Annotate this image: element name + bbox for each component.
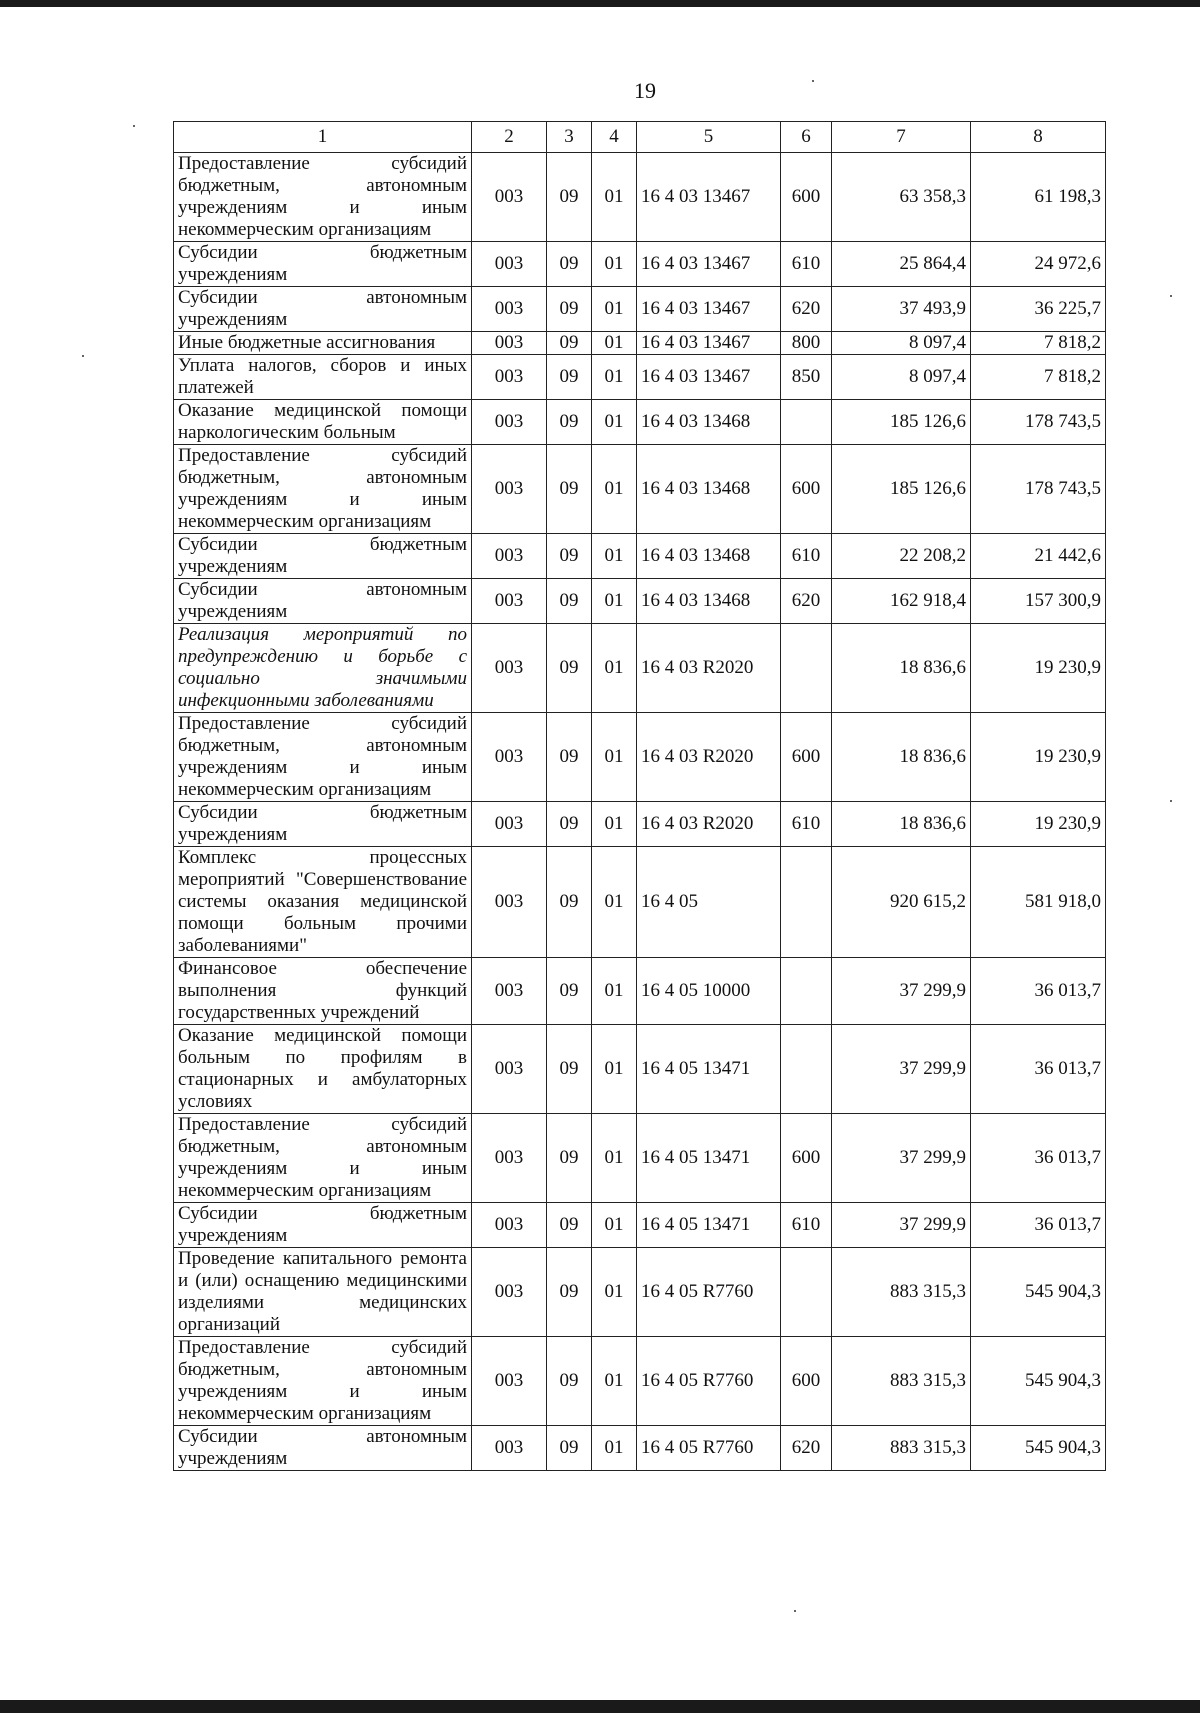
target-article-code: 16 4 03 13467 xyxy=(637,242,781,287)
amount-year-2: 7 818,2 xyxy=(971,355,1106,400)
expense-type-code xyxy=(781,1025,832,1114)
table-row xyxy=(174,1025,1106,1114)
expense-type-code: 620 xyxy=(781,579,832,624)
subsection-code-2: 01 xyxy=(592,1426,637,1471)
section-code: 003 xyxy=(472,802,547,847)
amount-year-1: 37 299,9 xyxy=(832,1025,971,1114)
amount-year-2: 21 442,6 xyxy=(971,534,1106,579)
amount-year-1: 920 615,2 xyxy=(832,847,971,958)
subsection-code-2: 01 xyxy=(592,534,637,579)
expense-item-name: Предоставление субсидий бюджетным, автономным учреждениям и иным некоммерческим организациям xyxy=(174,1337,472,1426)
amount-year-1: 8 097,4 xyxy=(832,332,971,355)
section-code: 003 xyxy=(472,445,547,534)
expense-type-code: 600 xyxy=(781,1337,832,1426)
subsection-code: 09 xyxy=(547,624,592,713)
amount-year-2: 545 904,3 xyxy=(971,1248,1106,1337)
scan-edge-bottom xyxy=(0,1700,1200,1713)
table-row xyxy=(174,1426,1106,1471)
target-article-code: 16 4 05 13471 xyxy=(637,1203,781,1248)
target-article-code: 16 4 05 R7760 xyxy=(637,1248,781,1337)
subsection-code-2: 01 xyxy=(592,1203,637,1248)
amount-year-2: 36 013,7 xyxy=(971,958,1106,1025)
scan-speck xyxy=(82,355,84,357)
expense-item-name: Уплата налогов, сборов и иных платежей xyxy=(174,355,472,400)
section-code: 003 xyxy=(472,713,547,802)
expense-type-code xyxy=(781,624,832,713)
amount-year-1: 37 299,9 xyxy=(832,1203,971,1248)
amount-year-1: 883 315,3 xyxy=(832,1337,971,1426)
expense-item-name: Субсидии бюджетным учреждениям xyxy=(174,242,472,287)
subsection-code: 09 xyxy=(547,153,592,242)
expense-type-code: 800 xyxy=(781,332,832,355)
subsection-code-2: 01 xyxy=(592,624,637,713)
column-header: 3 xyxy=(547,122,592,153)
amount-year-2: 36 013,7 xyxy=(971,1114,1106,1203)
amount-year-2: 19 230,9 xyxy=(971,802,1106,847)
column-header: 2 xyxy=(472,122,547,153)
target-article-code: 16 4 05 R7760 xyxy=(637,1426,781,1471)
subsection-code-2: 01 xyxy=(592,579,637,624)
section-code: 003 xyxy=(472,1248,547,1337)
expense-item-name: Проведение капитального ремонта и (или) оснащению медицинскими изделиями медицинских организаций xyxy=(174,1248,472,1337)
expense-type-code xyxy=(781,400,832,445)
table-row xyxy=(174,958,1106,1025)
amount-year-1: 37 299,9 xyxy=(832,1114,971,1203)
column-header: 5 xyxy=(637,122,781,153)
table-row xyxy=(174,1203,1106,1248)
table-row xyxy=(174,1114,1106,1203)
expense-item-name: Субсидии бюджетным учреждениям xyxy=(174,1203,472,1248)
section-code: 003 xyxy=(472,1025,547,1114)
amount-year-1: 37 493,9 xyxy=(832,287,971,332)
amount-year-2: 36 013,7 xyxy=(971,1025,1106,1114)
table-row xyxy=(174,802,1106,847)
column-header: 7 xyxy=(832,122,971,153)
target-article-code: 16 4 05 13471 xyxy=(637,1114,781,1203)
amount-year-2: 545 904,3 xyxy=(971,1426,1106,1471)
expense-type-code: 610 xyxy=(781,242,832,287)
section-code: 003 xyxy=(472,1426,547,1471)
section-code: 003 xyxy=(472,1114,547,1203)
column-header: 4 xyxy=(592,122,637,153)
subsection-code: 09 xyxy=(547,242,592,287)
scan-speck xyxy=(133,125,135,127)
section-code: 003 xyxy=(472,579,547,624)
section-code: 003 xyxy=(472,958,547,1025)
expense-item-name: Предоставление субсидий бюджетным, автономным учреждениям и иным некоммерческим организациям xyxy=(174,445,472,534)
subsection-code: 09 xyxy=(547,1025,592,1114)
target-article-code: 16 4 03 13467 xyxy=(637,332,781,355)
table-row xyxy=(174,332,1106,355)
subsection-code-2: 01 xyxy=(592,445,637,534)
amount-year-1: 8 097,4 xyxy=(832,355,971,400)
subsection-code-2: 01 xyxy=(592,400,637,445)
table-row xyxy=(174,713,1106,802)
subsection-code-2: 01 xyxy=(592,1114,637,1203)
subsection-code: 09 xyxy=(547,445,592,534)
target-article-code: 16 4 03 R2020 xyxy=(637,713,781,802)
expense-type-code: 600 xyxy=(781,153,832,242)
target-article-code: 16 4 03 13468 xyxy=(637,534,781,579)
scan-edge-top xyxy=(0,0,1200,7)
target-article-code: 16 4 03 13468 xyxy=(637,445,781,534)
subsection-code: 09 xyxy=(547,847,592,958)
section-code: 003 xyxy=(472,332,547,355)
subsection-code-2: 01 xyxy=(592,332,637,355)
table-row xyxy=(174,153,1106,242)
subsection-code: 09 xyxy=(547,1426,592,1471)
table-row xyxy=(174,847,1106,958)
amount-year-1: 22 208,2 xyxy=(832,534,971,579)
expense-type-code: 600 xyxy=(781,1114,832,1203)
page-number: 19 xyxy=(634,78,656,103)
expense-item-name: Субсидии автономным учреждениям xyxy=(174,579,472,624)
target-article-code: 16 4 05 10000 xyxy=(637,958,781,1025)
amount-year-2: 24 972,6 xyxy=(971,242,1106,287)
amount-year-2: 61 198,3 xyxy=(971,153,1106,242)
amount-year-2: 19 230,9 xyxy=(971,624,1106,713)
scan-speck xyxy=(1170,800,1172,802)
table-row xyxy=(174,1337,1106,1426)
expense-type-code xyxy=(781,958,832,1025)
expense-item-name: Субсидии бюджетным учреждениям xyxy=(174,534,472,579)
subsection-code-2: 01 xyxy=(592,153,637,242)
target-article-code: 16 4 03 13468 xyxy=(637,400,781,445)
table-row xyxy=(174,534,1106,579)
subsection-code: 09 xyxy=(547,579,592,624)
expense-type-code: 610 xyxy=(781,534,832,579)
column-header: 8 xyxy=(971,122,1106,153)
expense-type-code: 850 xyxy=(781,355,832,400)
amount-year-1: 18 836,6 xyxy=(832,713,971,802)
table-row xyxy=(174,242,1106,287)
amount-year-1: 18 836,6 xyxy=(832,802,971,847)
expense-item-name: Реализация мероприятий по предупреждению и борьбе с социально значимыми инфекционными заболеваниями xyxy=(174,624,472,713)
subsection-code-2: 01 xyxy=(592,802,637,847)
expense-type-code xyxy=(781,847,832,958)
target-article-code: 16 4 03 13467 xyxy=(637,287,781,332)
subsection-code-2: 01 xyxy=(592,958,637,1025)
section-code: 003 xyxy=(472,242,547,287)
subsection-code: 09 xyxy=(547,534,592,579)
expense-type-code: 620 xyxy=(781,1426,832,1471)
amount-year-2: 36 225,7 xyxy=(971,287,1106,332)
expense-item-name: Оказание медицинской помощи наркологическим больным xyxy=(174,400,472,445)
amount-year-1: 63 358,3 xyxy=(832,153,971,242)
expense-item-name: Предоставление субсидий бюджетным, автономным учреждениям и иным некоммерческим организациям xyxy=(174,713,472,802)
expense-type-code: 600 xyxy=(781,713,832,802)
amount-year-2: 178 743,5 xyxy=(971,400,1106,445)
subsection-code: 09 xyxy=(547,802,592,847)
expense-type-code: 610 xyxy=(781,1203,832,1248)
expense-type-code xyxy=(781,1248,832,1337)
expense-item-name: Предоставление субсидий бюджетным, автономным учреждениям и иным некоммерческим организациям xyxy=(174,1114,472,1203)
amount-year-2: 7 818,2 xyxy=(971,332,1106,355)
amount-year-2: 178 743,5 xyxy=(971,445,1106,534)
amount-year-2: 581 918,0 xyxy=(971,847,1106,958)
target-article-code: 16 4 03 13467 xyxy=(637,153,781,242)
section-code: 003 xyxy=(472,534,547,579)
table-row xyxy=(174,1248,1106,1337)
target-article-code: 16 4 03 R2020 xyxy=(637,802,781,847)
amount-year-2: 36 013,7 xyxy=(971,1203,1106,1248)
subsection-code: 09 xyxy=(547,287,592,332)
table-row xyxy=(174,400,1106,445)
target-article-code: 16 4 03 R2020 xyxy=(637,624,781,713)
section-code: 003 xyxy=(472,153,547,242)
table-row xyxy=(174,579,1106,624)
column-header: 6 xyxy=(781,122,832,153)
target-article-code: 16 4 03 13467 xyxy=(637,355,781,400)
section-code: 003 xyxy=(472,287,547,332)
expense-item-name: Оказание медицинской помощи больным по профилям в стационарных и амбулаторных условиях xyxy=(174,1025,472,1114)
subsection-code-2: 01 xyxy=(592,847,637,958)
subsection-code: 09 xyxy=(547,713,592,802)
subsection-code: 09 xyxy=(547,1337,592,1426)
amount-year-1: 883 315,3 xyxy=(832,1426,971,1471)
expense-item-name: Иные бюджетные ассигнования xyxy=(174,332,472,355)
subsection-code: 09 xyxy=(547,1203,592,1248)
section-code: 003 xyxy=(472,1337,547,1426)
subsection-code: 09 xyxy=(547,958,592,1025)
amount-year-2: 19 230,9 xyxy=(971,713,1106,802)
section-code: 003 xyxy=(472,355,547,400)
subsection-code: 09 xyxy=(547,332,592,355)
section-code: 003 xyxy=(472,1203,547,1248)
expense-item-name: Субсидии бюджетным учреждениям xyxy=(174,802,472,847)
expense-type-code: 620 xyxy=(781,287,832,332)
subsection-code: 09 xyxy=(547,355,592,400)
column-header: 1 xyxy=(174,122,472,153)
expense-item-name: Субсидии автономным учреждениям xyxy=(174,287,472,332)
subsection-code-2: 01 xyxy=(592,1248,637,1337)
section-code: 003 xyxy=(472,847,547,958)
subsection-code-2: 01 xyxy=(592,242,637,287)
amount-year-1: 162 918,4 xyxy=(832,579,971,624)
amount-year-1: 25 864,4 xyxy=(832,242,971,287)
table-row xyxy=(174,445,1106,534)
target-article-code: 16 4 05 R7760 xyxy=(637,1337,781,1426)
amount-year-1: 37 299,9 xyxy=(832,958,971,1025)
table-row xyxy=(174,624,1106,713)
amount-year-2: 545 904,3 xyxy=(971,1337,1106,1426)
amount-year-2: 157 300,9 xyxy=(971,579,1106,624)
expense-type-code: 610 xyxy=(781,802,832,847)
expense-item-name: Комплекс процессных мероприятий "Совершенствование системы оказания медицинской помощи больным прочими заболеваниями" xyxy=(174,847,472,958)
section-code: 003 xyxy=(472,400,547,445)
scan-speck xyxy=(1170,295,1172,297)
table-row xyxy=(174,287,1106,332)
subsection-code-2: 01 xyxy=(592,1025,637,1114)
table-row xyxy=(174,355,1106,400)
expense-item-name: Предоставление субсидий бюджетным, автономным учреждениям и иным некоммерческим организациям xyxy=(174,153,472,242)
target-article-code: 16 4 05 xyxy=(637,847,781,958)
subsection-code: 09 xyxy=(547,1114,592,1203)
expense-item-name: Субсидии автономным учреждениям xyxy=(174,1426,472,1471)
budget-table xyxy=(173,121,1106,1471)
subsection-code-2: 01 xyxy=(592,1337,637,1426)
amount-year-1: 185 126,6 xyxy=(832,445,971,534)
amount-year-1: 883 315,3 xyxy=(832,1248,971,1337)
subsection-code-2: 01 xyxy=(592,713,637,802)
section-code: 003 xyxy=(472,624,547,713)
expense-type-code: 600 xyxy=(781,445,832,534)
subsection-code-2: 01 xyxy=(592,287,637,332)
subsection-code: 09 xyxy=(547,1248,592,1337)
expense-item-name: Финансовое обеспечение выполнения функций государственных учреждений xyxy=(174,958,472,1025)
target-article-code: 16 4 03 13468 xyxy=(637,579,781,624)
amount-year-1: 18 836,6 xyxy=(832,624,971,713)
amount-year-1: 185 126,6 xyxy=(832,400,971,445)
target-article-code: 16 4 05 13471 xyxy=(637,1025,781,1114)
header-row xyxy=(174,122,1106,153)
subsection-code: 09 xyxy=(547,400,592,445)
scan-speck xyxy=(794,1610,796,1612)
subsection-code-2: 01 xyxy=(592,355,637,400)
